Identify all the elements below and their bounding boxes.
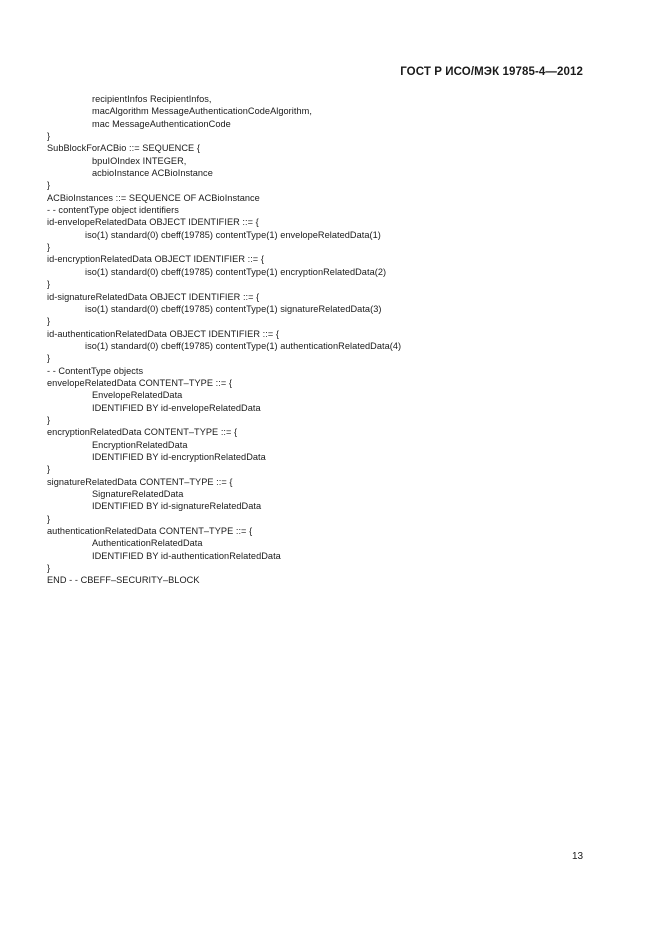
code-line: } xyxy=(47,180,51,191)
code-line: id-authenticationRelatedData OBJECT IDENTIFIER ::= { xyxy=(47,328,279,339)
code-line: envelopeRelatedData CONTENT–TYPE ::= { xyxy=(47,377,232,388)
code-line: id-envelopeRelatedData OBJECT IDENTIFIER ::= { xyxy=(47,217,259,228)
code-line: } xyxy=(47,131,51,142)
code-line: } xyxy=(47,513,51,524)
code-line: - - ContentType objects xyxy=(47,365,144,376)
code-line: encryptionRelatedData CONTENT–TYPE ::= { xyxy=(47,427,238,438)
code-line: } xyxy=(47,464,51,475)
code-line: signatureRelatedData CONTENT–TYPE ::= { xyxy=(47,476,233,487)
code-line: } xyxy=(47,279,51,290)
code-line: IDENTIFIED BY id-authenticationRelatedData xyxy=(92,550,281,561)
code-line: id-signatureRelatedData OBJECT IDENTIFIER ::= { xyxy=(47,291,260,302)
code-line: iso(1) standard(0) cbeff(19785) contentType(1) signatureRelatedData(3) xyxy=(85,303,382,314)
code-line: bpuIOIndex INTEGER, xyxy=(92,155,187,166)
code-line: SignatureRelatedData xyxy=(92,489,184,499)
code-line: mac MessageAuthenticationCode xyxy=(92,118,231,129)
code-line: } xyxy=(47,353,51,364)
code-line: IDENTIFIED BY id-signatureRelatedData xyxy=(92,501,262,512)
code-line: SubBlockForACBio ::= SEQUENCE { xyxy=(47,143,200,154)
code-line: acbioInstance ACBioInstance xyxy=(92,168,213,179)
code-line: - - contentType object identifiers xyxy=(47,205,179,216)
code-line: EncryptionRelatedData xyxy=(92,439,188,450)
code-line: IDENTIFIED BY id-envelopeRelatedData xyxy=(92,402,261,413)
code-line: END - - CBEFF–SECURITY–BLOCK xyxy=(47,575,200,586)
code-line: } xyxy=(47,316,51,327)
code-line: macAlgorithm MessageAuthenticationCodeAlgorithm, xyxy=(92,106,312,117)
code-line: iso(1) standard(0) cbeff(19785) contentType(1) authenticationRelatedData(4) xyxy=(85,340,402,351)
asn1-code-block xyxy=(47,93,607,587)
code-line: iso(1) standard(0) cbeff(19785) contentType(1) envelopeRelatedData(1) xyxy=(85,229,381,240)
document-header-title: ГОСТ Р ИСО/МЭК 19785-4—2012 xyxy=(400,66,583,78)
code-line: AuthenticationRelatedData xyxy=(92,538,203,549)
code-line: authenticationRelatedData CONTENT–TYPE ::= { xyxy=(47,526,253,537)
code-line: } xyxy=(47,563,51,574)
code-line: id-encryptionRelatedData OBJECT IDENTIFIER ::= { xyxy=(47,254,264,265)
page-number: 13 xyxy=(572,851,584,862)
code-line: } xyxy=(47,414,51,425)
code-line: } xyxy=(47,242,51,253)
code-line: iso(1) standard(0) cbeff(19785) contentType(1) encryptionRelatedData(2) xyxy=(85,266,387,277)
code-line: ACBioInstances ::= SEQUENCE OF ACBioInstance xyxy=(47,192,260,203)
code-line: EnvelopeRelatedData xyxy=(92,390,183,401)
code-line: recipientInfos RecipientInfos, xyxy=(92,94,212,104)
code-line: IDENTIFIED BY id-encryptionRelatedData xyxy=(92,451,266,462)
